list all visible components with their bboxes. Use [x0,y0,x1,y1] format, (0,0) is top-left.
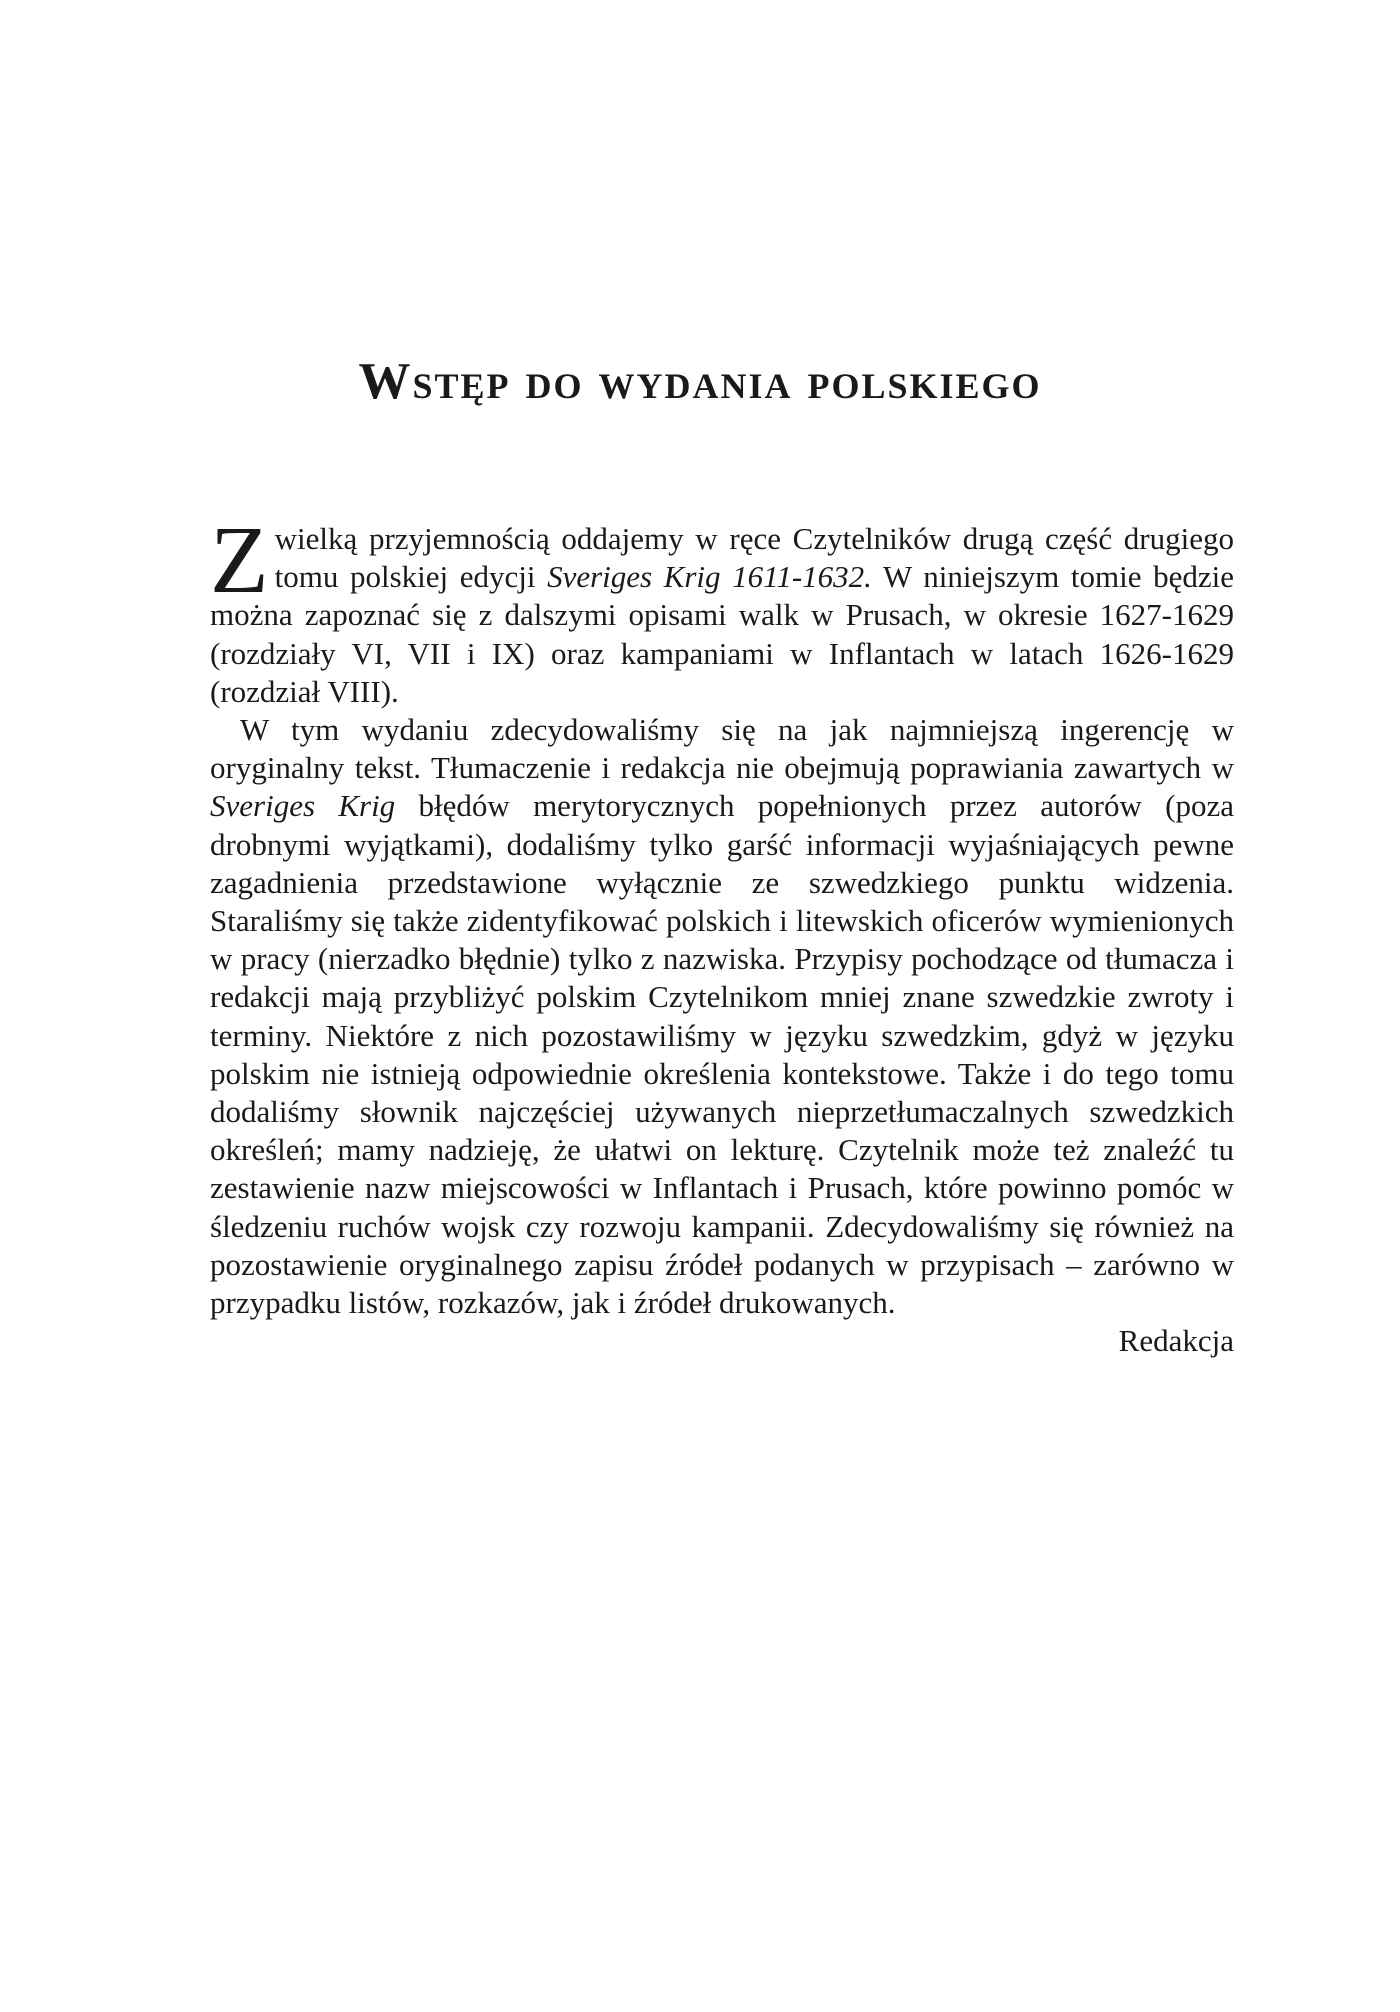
paragraph-2-text-b: błędów merytorycznych popełnionych przez autorów (poza drobnymi wyjątkami), dodaliśmy tylko garść informacji wyjaśniających pewne zagadnienia przedstawione wyłącznie ze szwedzkiego punktu widzenia. Staraliśmy się także zidentyfikować polskich i litewskich oficerów wymienionych w pracy (nierzadko błędnie) tylko z nazwiska. Przypisy pochodzące od tłumacza i redakcji mają przybliżyć polskim Czytelnikom mniej znane szwedzkie zwroty i terminy. Niektóre z nich pozostawiliśmy w języku szwedzkim, gdyż w języku polskim nie istnieją odpowiednie określenia kontekstowe. Także i do tego tomu dodaliśmy słownik najczęściej używanych nieprzetłumaczalnych szwedzkich określeń; mamy nadzieję, że ułatwi on lekturę. Czytelnik może też znaleźć tu zestawienie nazw miejscowości w Inflantach i Prusach, które powinno pomóc w śledzeniu ruchów wojsk czy rozwoju kampanii. Zdecydowaliśmy się również na pozostawienie oryginalnego zapisu źródeł podanych w przypisach – zarówno w przypadku listów, rozkazów, jak i źródeł drukowanych. [210,788,1234,1321]
paragraph-2-text-a: W tym wydaniu zdecydowaliśmy się na jak najmniejszą ingerencję w oryginalny tekst. Tłumaczenie i redakcja nie obejmują poprawiania zawartych w [210,712,1234,786]
paragraph-2-italic-title: Sveriges Krig [210,788,396,824]
paragraph-1-text-b: W niniejszym tomie będzie można zapoznać się z dalszymi opisami walk w Prusach, w okresie 1627-1629 (rozdziały VI, VII i IX) oraz kampaniami w Inflantach w latach 1626-1629 (rozdział VIII). [210,559,1234,709]
paragraph-1 [210,506,1234,711]
signature: Redakcja [1118,1323,1234,1359]
paragraph-1-text-a: wielką przyjemnością oddajemy w ręce Czytelników drugą część drugiego tomu polskiej edycji [274,521,1234,595]
body-text [210,506,1234,1360]
paragraph-1-italic-title: Sveriges Krig 1611-1632. [547,559,872,595]
page-title: Wstęp do wydania polskiego [358,353,1042,410]
paragraph-2 [210,711,1234,1322]
drop-cap: Z [210,506,269,613]
